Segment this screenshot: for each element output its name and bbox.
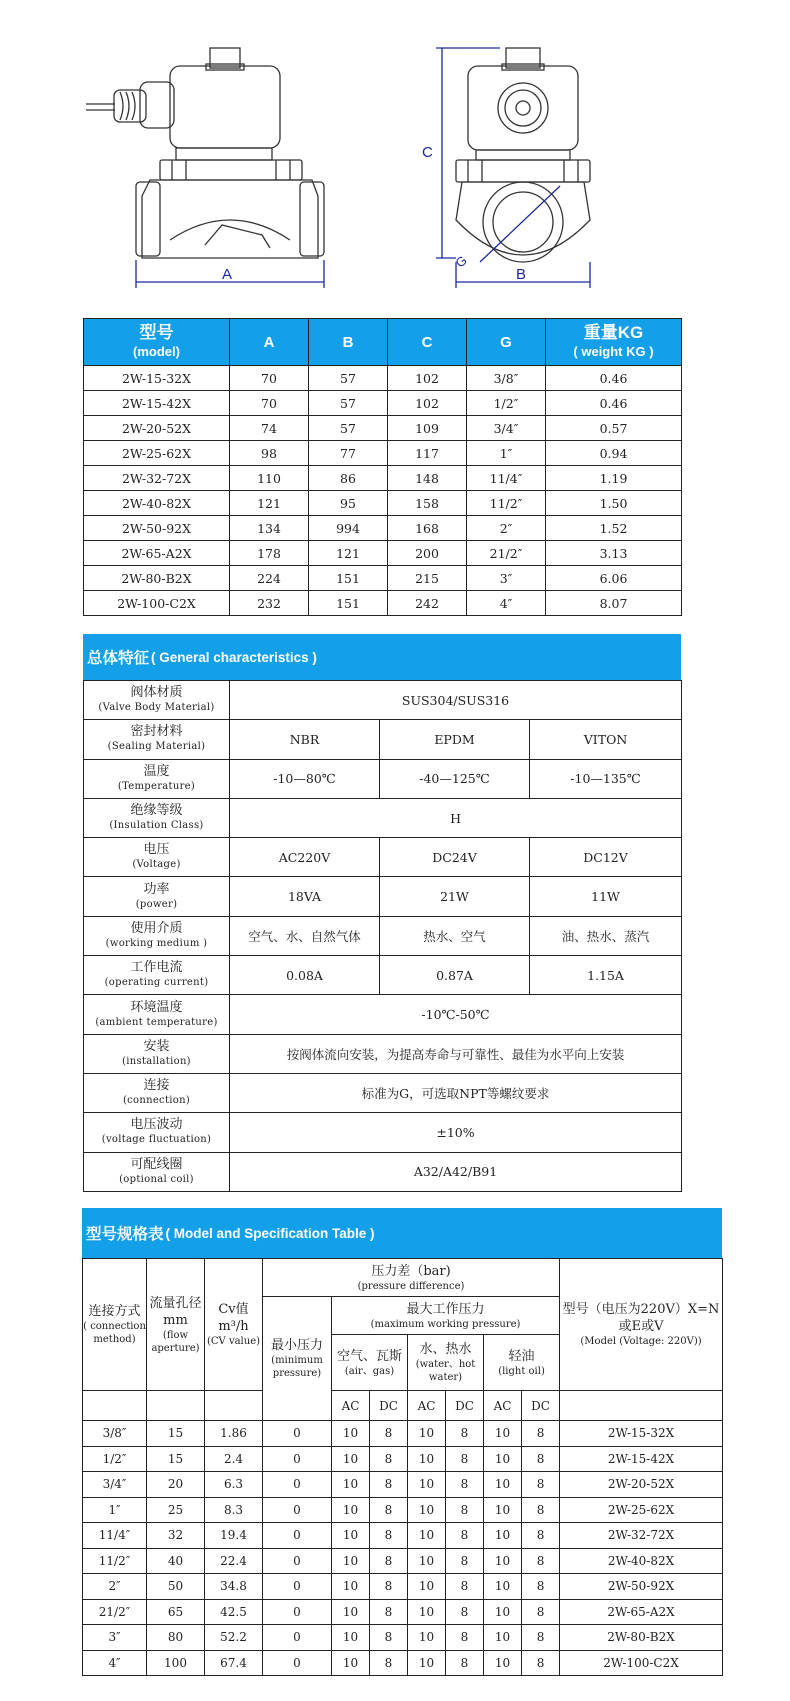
table-cell: 6.06	[546, 566, 682, 591]
table-cell: 3″	[467, 566, 546, 591]
table-row	[84, 681, 682, 720]
table-cell: 2W-40-82X	[84, 491, 230, 516]
header-c: C	[388, 319, 467, 366]
header-g: G	[467, 319, 546, 366]
table-cell: 10	[332, 1472, 370, 1498]
table-cell: 8	[522, 1472, 560, 1498]
spec-header-blank-1	[83, 1391, 147, 1421]
table-cell: 10	[408, 1599, 446, 1625]
table-row	[84, 541, 682, 566]
table-row	[84, 516, 682, 541]
spec-header-pressure: 压力差（bar) (pressure difference)	[263, 1259, 560, 1297]
table-cell: 121	[309, 541, 388, 566]
table-cell: 11/2″	[467, 491, 546, 516]
general-table-body	[84, 681, 682, 1192]
table-cell: 15	[147, 1421, 205, 1447]
table-cell: 168	[388, 516, 467, 541]
table-cell: 0	[263, 1650, 332, 1676]
table-cell: 19.4	[205, 1523, 263, 1549]
table-cell: 8	[522, 1446, 560, 1472]
table-cell: 1.86	[205, 1421, 263, 1447]
table-cell: 232	[230, 591, 309, 616]
table-cell: 57	[309, 366, 388, 391]
characteristic-label: 安装 (installation)	[84, 1034, 230, 1073]
spec-title-zh: 型号规格表	[86, 1226, 164, 1243]
table-cell: 110	[230, 466, 309, 491]
table-cell: 77	[309, 441, 388, 466]
table-cell: 10	[484, 1421, 522, 1447]
table-cell: 2W-80-B2X	[560, 1625, 723, 1651]
table-cell: 8.07	[546, 591, 682, 616]
table-cell: 0.46	[546, 366, 682, 391]
table-cell: 0	[263, 1523, 332, 1549]
table-cell: 98	[230, 441, 309, 466]
table-row	[84, 416, 682, 441]
table-row	[84, 491, 682, 516]
spec-header-row-1	[83, 1259, 723, 1297]
table-cell: 6.3	[205, 1472, 263, 1498]
table-cell: 2W-32-72X	[560, 1523, 723, 1549]
table-cell: 10	[408, 1446, 446, 1472]
table-row	[83, 1497, 723, 1523]
table-cell: 200	[388, 541, 467, 566]
table-cell: 8	[446, 1548, 484, 1574]
spec-table	[82, 1258, 723, 1676]
table-cell: 102	[388, 391, 467, 416]
spec-header-oil-dc: DC	[522, 1391, 560, 1421]
characteristic-value: SUS304/SUS316	[230, 681, 682, 720]
table-cell: 10	[408, 1548, 446, 1574]
spec-header-blank-4	[560, 1391, 723, 1421]
table-row	[84, 1034, 682, 1073]
table-cell: 10	[332, 1421, 370, 1447]
table-cell: 215	[388, 566, 467, 591]
table-cell: 0.46	[546, 391, 682, 416]
table-cell: 8	[446, 1625, 484, 1651]
table-cell: 1.50	[546, 491, 682, 516]
table-row	[84, 1152, 682, 1191]
table-cell: 8	[370, 1625, 408, 1651]
spec-table-body	[83, 1421, 723, 1676]
table-cell: 8	[370, 1574, 408, 1600]
table-cell: 0	[263, 1599, 332, 1625]
spec-header-air: 空气、瓦斯 (air、gas)	[332, 1335, 408, 1391]
table-cell: 10	[332, 1548, 370, 1574]
characteristic-value: ±10%	[230, 1113, 682, 1152]
characteristic-label: 温度 (Temperature)	[84, 759, 230, 798]
characteristic-label: 工作电流 (operating current)	[84, 956, 230, 995]
characteristic-value: 标准为G，可选取NPT等螺纹要求	[230, 1073, 682, 1112]
table-cell: 2W-15-32X	[84, 366, 230, 391]
table-cell: 0	[263, 1472, 332, 1498]
table-cell: 178	[230, 541, 309, 566]
table-cell: 0	[263, 1574, 332, 1600]
table-cell: 34.8	[205, 1574, 263, 1600]
characteristic-value: -10℃-50℃	[230, 995, 682, 1034]
table-cell: 1.19	[546, 466, 682, 491]
characteristic-value: 油、热水、蒸汽	[530, 916, 682, 955]
characteristic-value: AC220V	[230, 838, 380, 877]
header-weight: 重量KG ( weight KG )	[546, 319, 682, 366]
table-row	[84, 366, 682, 391]
header-a: A	[230, 319, 309, 366]
table-cell: 2W-20-52X	[84, 416, 230, 441]
characteristic-value: H	[230, 798, 682, 837]
spec-header-max-pressure: 最大工作压力 (maximum working pressure)	[332, 1297, 560, 1335]
table-cell: 0.57	[546, 416, 682, 441]
characteristic-value: DC24V	[380, 838, 530, 877]
table-row	[83, 1548, 723, 1574]
table-cell: 57	[309, 416, 388, 441]
table-cell: 40	[147, 1548, 205, 1574]
table-cell: 74	[230, 416, 309, 441]
table-cell: 1/2″	[83, 1446, 147, 1472]
table-cell: 2W-80-B2X	[84, 566, 230, 591]
table-cell: 10	[332, 1625, 370, 1651]
table-row	[84, 995, 682, 1034]
table-cell: 11/2″	[83, 1548, 147, 1574]
table-cell: 2W-25-62X	[84, 441, 230, 466]
table-cell: 0	[263, 1548, 332, 1574]
table-row	[84, 916, 682, 955]
table-cell: 50	[147, 1574, 205, 1600]
table-row	[84, 877, 682, 916]
characteristic-label: 阀体材质 (Valve Body Material)	[84, 681, 230, 720]
table-cell: 10	[332, 1523, 370, 1549]
spec-title-en: ( Model and Specification Table )	[165, 1225, 375, 1241]
table-row	[83, 1599, 723, 1625]
spec-header-cv: Cv值m³/h (CV value)	[205, 1259, 263, 1391]
table-cell: 20	[147, 1472, 205, 1498]
spec-header-water-ac: AC	[408, 1391, 446, 1421]
spec-header-water: 水、热水 (water、hot water)	[408, 1335, 484, 1391]
table-cell: 10	[484, 1497, 522, 1523]
table-cell: 148	[388, 466, 467, 491]
dimension-c-label: C	[422, 144, 433, 161]
table-cell: 2W-25-62X	[560, 1497, 723, 1523]
table-cell: 32	[147, 1523, 205, 1549]
table-cell: 2.4	[205, 1446, 263, 1472]
dimension-b-label: B	[516, 266, 527, 283]
table-cell: 86	[309, 466, 388, 491]
table-cell: 10	[408, 1574, 446, 1600]
general-characteristics-title	[83, 634, 681, 680]
header-model: 型号 (model)	[84, 319, 230, 366]
table-row	[84, 566, 682, 591]
table-cell: 121	[230, 491, 309, 516]
table-row	[84, 391, 682, 416]
table-cell: 10	[484, 1599, 522, 1625]
table-cell: 8	[370, 1523, 408, 1549]
table-cell: 57	[309, 391, 388, 416]
table-cell: 2W-15-42X	[84, 391, 230, 416]
spec-header-air-dc: DC	[370, 1391, 408, 1421]
table-cell: 8	[370, 1497, 408, 1523]
table-cell: 95	[309, 491, 388, 516]
characteristic-label: 密封材料 (Sealing Material)	[84, 720, 230, 759]
table-cell: 52.2	[205, 1625, 263, 1651]
spec-header-min-pressure: 最小压力 (minimum pressure)	[263, 1297, 332, 1421]
table-cell: 1″	[467, 441, 546, 466]
spec-header-air-ac: AC	[332, 1391, 370, 1421]
general-title-en: ( General characteristics )	[151, 649, 317, 665]
characteristic-value: 1.15A	[530, 956, 682, 995]
table-cell: 0	[263, 1497, 332, 1523]
table-cell: 4″	[467, 591, 546, 616]
valve-drawings	[0, 0, 790, 305]
table-cell: 0.94	[546, 441, 682, 466]
table-cell: 0	[263, 1446, 332, 1472]
table-cell: 134	[230, 516, 309, 541]
table-cell: 8	[446, 1421, 484, 1447]
table-row	[83, 1446, 723, 1472]
table-cell: 67.4	[205, 1650, 263, 1676]
table-cell: 10	[484, 1625, 522, 1651]
characteristic-value: -40—125℃	[380, 759, 530, 798]
spec-header-blank-2	[147, 1391, 205, 1421]
table-cell: 10	[484, 1548, 522, 1574]
table-cell: 10	[332, 1446, 370, 1472]
table-cell: 2W-15-32X	[560, 1421, 723, 1447]
table-cell: 8	[370, 1421, 408, 1447]
valve-drawing-svg	[0, 0, 790, 305]
table-cell: 8	[522, 1599, 560, 1625]
table-cell: 2W-100-C2X	[84, 591, 230, 616]
table-cell: 8.3	[205, 1497, 263, 1523]
table-cell: 2W-100-C2X	[560, 1650, 723, 1676]
characteristic-value: -10—135℃	[530, 759, 682, 798]
table-cell: 151	[309, 566, 388, 591]
table-cell: 0	[263, 1421, 332, 1447]
table-row	[83, 1574, 723, 1600]
table-cell: 8	[446, 1523, 484, 1549]
table-cell: 2W-20-52X	[560, 1472, 723, 1498]
characteristic-label: 绝缘等级 (Insulation Class)	[84, 798, 230, 837]
dimension-table-header	[84, 319, 682, 366]
table-cell: 2W-15-42X	[560, 1446, 723, 1472]
spec-header-flow: 流量孔径mm (flow aperture)	[147, 1259, 205, 1391]
table-cell: 224	[230, 566, 309, 591]
table-row	[83, 1421, 723, 1447]
table-cell: 10	[332, 1497, 370, 1523]
table-row	[83, 1625, 723, 1651]
table-row	[84, 720, 682, 759]
table-cell: 10	[332, 1574, 370, 1600]
table-cell: 10	[332, 1599, 370, 1625]
table-cell: 8	[522, 1548, 560, 1574]
table-cell: 10	[408, 1472, 446, 1498]
characteristic-label: 连接 (connection)	[84, 1073, 230, 1112]
table-cell: 8	[522, 1625, 560, 1651]
table-cell: 1/2″	[467, 391, 546, 416]
characteristic-value: 0.08A	[230, 956, 380, 995]
table-cell: 0	[263, 1625, 332, 1651]
table-cell: 242	[388, 591, 467, 616]
table-cell: 8	[446, 1497, 484, 1523]
characteristic-label: 使用介质 (working medium )	[84, 916, 230, 955]
characteristic-value: VITON	[530, 720, 682, 759]
header-b: B	[309, 319, 388, 366]
table-cell: 10	[484, 1446, 522, 1472]
dimension-table-body	[84, 366, 682, 616]
table-cell: 109	[388, 416, 467, 441]
table-cell: 11/4″	[467, 466, 546, 491]
characteristic-value: DC12V	[530, 838, 682, 877]
table-cell: 8	[522, 1523, 560, 1549]
table-cell: 1″	[83, 1497, 147, 1523]
table-cell: 102	[388, 366, 467, 391]
characteristic-value: A32/A42/B91	[230, 1152, 682, 1191]
characteristic-label: 电压 (Voltage)	[84, 838, 230, 877]
table-cell: 8	[446, 1472, 484, 1498]
table-row	[84, 956, 682, 995]
table-cell: 8	[370, 1650, 408, 1676]
characteristic-value: 18VA	[230, 877, 380, 916]
table-cell: 22.4	[205, 1548, 263, 1574]
table-cell: 21/2″	[467, 541, 546, 566]
table-cell: 2W-40-82X	[560, 1548, 723, 1574]
characteristic-label: 电压波动 (voltage fluctuation)	[84, 1113, 230, 1152]
table-row	[83, 1650, 723, 1676]
table-cell: 8	[446, 1574, 484, 1600]
characteristic-value: 21W	[380, 877, 530, 916]
table-cell: 2″	[467, 516, 546, 541]
table-cell: 8	[522, 1574, 560, 1600]
characteristic-value: 按阀体流向安装，为提高寿命与可靠性、最佳为水平向上安装	[230, 1034, 682, 1073]
spec-header-connection: 连接方式 ( connection method)	[83, 1259, 147, 1391]
table-cell: 10	[408, 1497, 446, 1523]
table-cell: 10	[408, 1625, 446, 1651]
table-cell: 10	[332, 1650, 370, 1676]
table-row	[84, 591, 682, 616]
table-cell: 117	[388, 441, 467, 466]
characteristic-value: 11W	[530, 877, 682, 916]
table-cell: 8	[370, 1446, 408, 1472]
table-row	[84, 466, 682, 491]
table-cell: 994	[309, 516, 388, 541]
characteristic-value: 空气、水、自然气体	[230, 916, 380, 955]
table-cell: 2W-65-A2X	[560, 1599, 723, 1625]
table-cell: 10	[408, 1523, 446, 1549]
table-cell: 1.52	[546, 516, 682, 541]
table-cell: 70	[230, 391, 309, 416]
table-cell: 8	[446, 1446, 484, 1472]
table-cell: 8	[446, 1650, 484, 1676]
table-cell: 8	[370, 1599, 408, 1625]
table-cell: 2W-32-72X	[84, 466, 230, 491]
dimension-table	[83, 318, 682, 616]
table-cell: 2W-50-92X	[84, 516, 230, 541]
dimension-g-label: G	[452, 252, 470, 271]
table-cell: 2W-65-A2X	[84, 541, 230, 566]
table-cell: 10	[408, 1650, 446, 1676]
table-cell: 8	[446, 1599, 484, 1625]
table-cell: 10	[484, 1650, 522, 1676]
characteristic-value: EPDM	[380, 720, 530, 759]
table-cell: 3/8″	[83, 1421, 147, 1447]
table-cell: 42.5	[205, 1599, 263, 1625]
table-row	[84, 1113, 682, 1152]
table-cell: 10	[484, 1574, 522, 1600]
table-cell: 25	[147, 1497, 205, 1523]
characteristic-value: 热水、空气	[380, 916, 530, 955]
table-cell: 70	[230, 366, 309, 391]
general-characteristics-table	[83, 680, 682, 1192]
table-cell: 3.13	[546, 541, 682, 566]
table-cell: 10	[484, 1523, 522, 1549]
characteristic-value: 0.87A	[380, 956, 530, 995]
table-row	[84, 798, 682, 837]
table-cell: 80	[147, 1625, 205, 1651]
table-row	[84, 759, 682, 798]
spec-table-title	[82, 1208, 722, 1258]
table-cell: 158	[388, 491, 467, 516]
spec-header-model: 型号（电压为220V）X=N或E或V (Model (Voltage: 220V))	[560, 1259, 723, 1391]
table-row	[83, 1523, 723, 1549]
characteristic-label: 可配线圈 (optional coil)	[84, 1152, 230, 1191]
characteristic-label: 环境温度 (ambient temperature)	[84, 995, 230, 1034]
table-row	[84, 1073, 682, 1112]
characteristic-value: -10—80℃	[230, 759, 380, 798]
table-cell: 100	[147, 1650, 205, 1676]
table-cell: 3/4″	[83, 1472, 147, 1498]
table-cell: 2W-50-92X	[560, 1574, 723, 1600]
table-cell: 151	[309, 591, 388, 616]
table-cell: 3″	[83, 1625, 147, 1651]
characteristic-label: 功率 (power)	[84, 877, 230, 916]
general-title-zh: 总体特征	[87, 650, 150, 667]
spec-header-blank-3	[205, 1391, 263, 1421]
table-row	[83, 1472, 723, 1498]
table-cell: 15	[147, 1446, 205, 1472]
table-cell: 2″	[83, 1574, 147, 1600]
table-cell: 11/4″	[83, 1523, 147, 1549]
spec-header-row-4	[83, 1391, 723, 1421]
spec-header-oil-ac: AC	[484, 1391, 522, 1421]
dimension-a-label: A	[222, 266, 233, 283]
characteristic-value: NBR	[230, 720, 380, 759]
table-cell: 8	[370, 1548, 408, 1574]
table-cell: 8	[522, 1650, 560, 1676]
table-cell: 8	[522, 1497, 560, 1523]
table-cell: 4″	[83, 1650, 147, 1676]
table-cell: 10	[408, 1421, 446, 1447]
table-cell: 65	[147, 1599, 205, 1625]
table-cell: 21/2″	[83, 1599, 147, 1625]
table-cell: 8	[522, 1421, 560, 1447]
spec-header-oil: 轻油 (light oil)	[484, 1335, 560, 1391]
table-cell: 3/4″	[467, 416, 546, 441]
table-row	[84, 838, 682, 877]
table-row	[84, 441, 682, 466]
spec-header-water-dc: DC	[446, 1391, 484, 1421]
table-cell: 10	[484, 1472, 522, 1498]
table-cell: 3/8″	[467, 366, 546, 391]
table-cell: 8	[370, 1472, 408, 1498]
